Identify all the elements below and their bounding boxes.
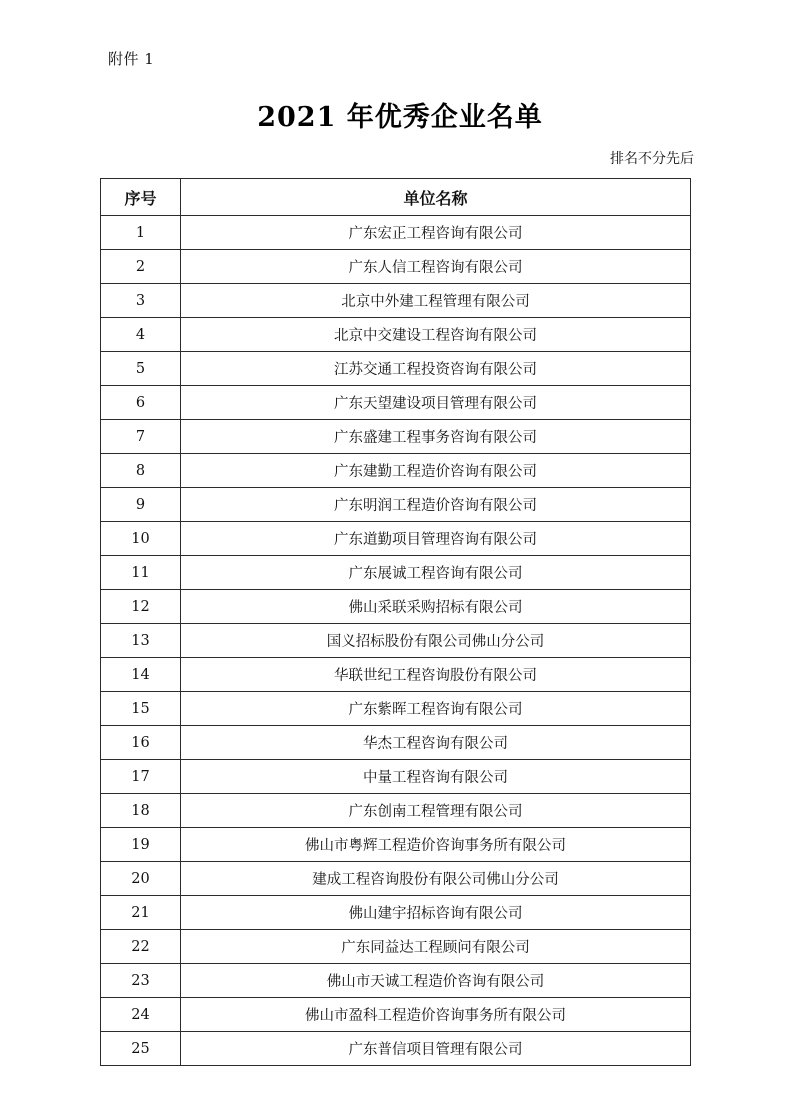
table-row: [101, 624, 691, 658]
table-row: [101, 352, 691, 386]
cell-no: 20: [101, 862, 181, 896]
cell-no: 24: [101, 998, 181, 1032]
cell-no: 21: [101, 896, 181, 930]
cell-company-name: 国义招标股份有限公司佛山分公司: [181, 624, 691, 658]
column-header-name: 单位名称: [181, 179, 691, 216]
cell-company-name: 江苏交通工程投资咨询有限公司: [181, 352, 691, 386]
cell-no: 25: [101, 1032, 181, 1066]
cell-company-name: 佛山市天诚工程造价咨询有限公司: [181, 964, 691, 998]
cell-no: 2: [101, 250, 181, 284]
cell-company-name: 北京中交建设工程咨询有限公司: [181, 318, 691, 352]
cell-company-name: 佛山市粤辉工程造价咨询事务所有限公司: [181, 828, 691, 862]
cell-no: 7: [101, 420, 181, 454]
table-row: [101, 216, 691, 250]
cell-no: 19: [101, 828, 181, 862]
cell-company-name: 广东明润工程造价咨询有限公司: [181, 488, 691, 522]
ranking-note: 排名不分先后: [610, 151, 694, 167]
cell-company-name: 广东道勤项目管理咨询有限公司: [181, 522, 691, 556]
cell-no: 15: [101, 692, 181, 726]
cell-company-name: 佛山市盈科工程造价咨询事务所有限公司: [181, 998, 691, 1032]
table-row: [101, 760, 691, 794]
cell-company-name: 广东盛建工程事务咨询有限公司: [181, 420, 691, 454]
cell-no: 8: [101, 454, 181, 488]
cell-no: 1: [101, 216, 181, 250]
table-row: [101, 828, 691, 862]
table-row: [101, 386, 691, 420]
table-row: [101, 658, 691, 692]
table-row: [101, 284, 691, 318]
table-row: [101, 964, 691, 998]
page-title: 2021 年优秀企业名单: [257, 102, 543, 133]
cell-no: 14: [101, 658, 181, 692]
cell-no: 23: [101, 964, 181, 998]
table-row: [101, 488, 691, 522]
cell-no: 17: [101, 760, 181, 794]
cell-company-name: 广东普信项目管理有限公司: [181, 1032, 691, 1066]
cell-no: 13: [101, 624, 181, 658]
cell-no: 16: [101, 726, 181, 760]
table-body: [101, 216, 691, 1066]
cell-company-name: 华杰工程咨询有限公司: [181, 726, 691, 760]
table-row: [101, 726, 691, 760]
table-row: [101, 318, 691, 352]
cell-company-name: 佛山采联采购招标有限公司: [181, 590, 691, 624]
table-row: [101, 556, 691, 590]
table-row: [101, 454, 691, 488]
cell-no: 9: [101, 488, 181, 522]
table-row: [101, 250, 691, 284]
cell-no: 18: [101, 794, 181, 828]
cell-company-name: 广东创南工程管理有限公司: [181, 794, 691, 828]
cell-company-name: 广东同益达工程顾问有限公司: [181, 930, 691, 964]
cell-no: 6: [101, 386, 181, 420]
table-row: [101, 1032, 691, 1066]
table-row: [101, 862, 691, 896]
cell-company-name: 中量工程咨询有限公司: [181, 760, 691, 794]
table-header-row: [101, 179, 691, 216]
cell-company-name: 广东紫晖工程咨询有限公司: [181, 692, 691, 726]
table-row: [101, 590, 691, 624]
column-header-no: 序号: [101, 179, 181, 216]
attachment-label: 附件 1: [108, 50, 155, 68]
cell-no: 10: [101, 522, 181, 556]
cell-company-name: 华联世纪工程咨询股份有限公司: [181, 658, 691, 692]
cell-company-name: 广东建勤工程造价咨询有限公司: [181, 454, 691, 488]
cell-no: 3: [101, 284, 181, 318]
table-row: [101, 522, 691, 556]
cell-company-name: 广东人信工程咨询有限公司: [181, 250, 691, 284]
cell-no: 11: [101, 556, 181, 590]
cell-company-name: 建成工程咨询股份有限公司佛山分公司: [181, 862, 691, 896]
cell-company-name: 佛山建宇招标咨询有限公司: [181, 896, 691, 930]
table-row: [101, 896, 691, 930]
cell-no: 12: [101, 590, 181, 624]
cell-company-name: 广东展诚工程咨询有限公司: [181, 556, 691, 590]
company-list-table: [100, 178, 691, 1066]
cell-no: 4: [101, 318, 181, 352]
table-row: [101, 794, 691, 828]
cell-company-name: 广东宏正工程咨询有限公司: [181, 216, 691, 250]
cell-company-name: 广东天望建设项目管理有限公司: [181, 386, 691, 420]
table-row: [101, 420, 691, 454]
table-row: [101, 930, 691, 964]
table-row: [101, 998, 691, 1032]
table-row: [101, 692, 691, 726]
cell-no: 5: [101, 352, 181, 386]
cell-no: 22: [101, 930, 181, 964]
cell-company-name: 北京中外建工程管理有限公司: [181, 284, 691, 318]
